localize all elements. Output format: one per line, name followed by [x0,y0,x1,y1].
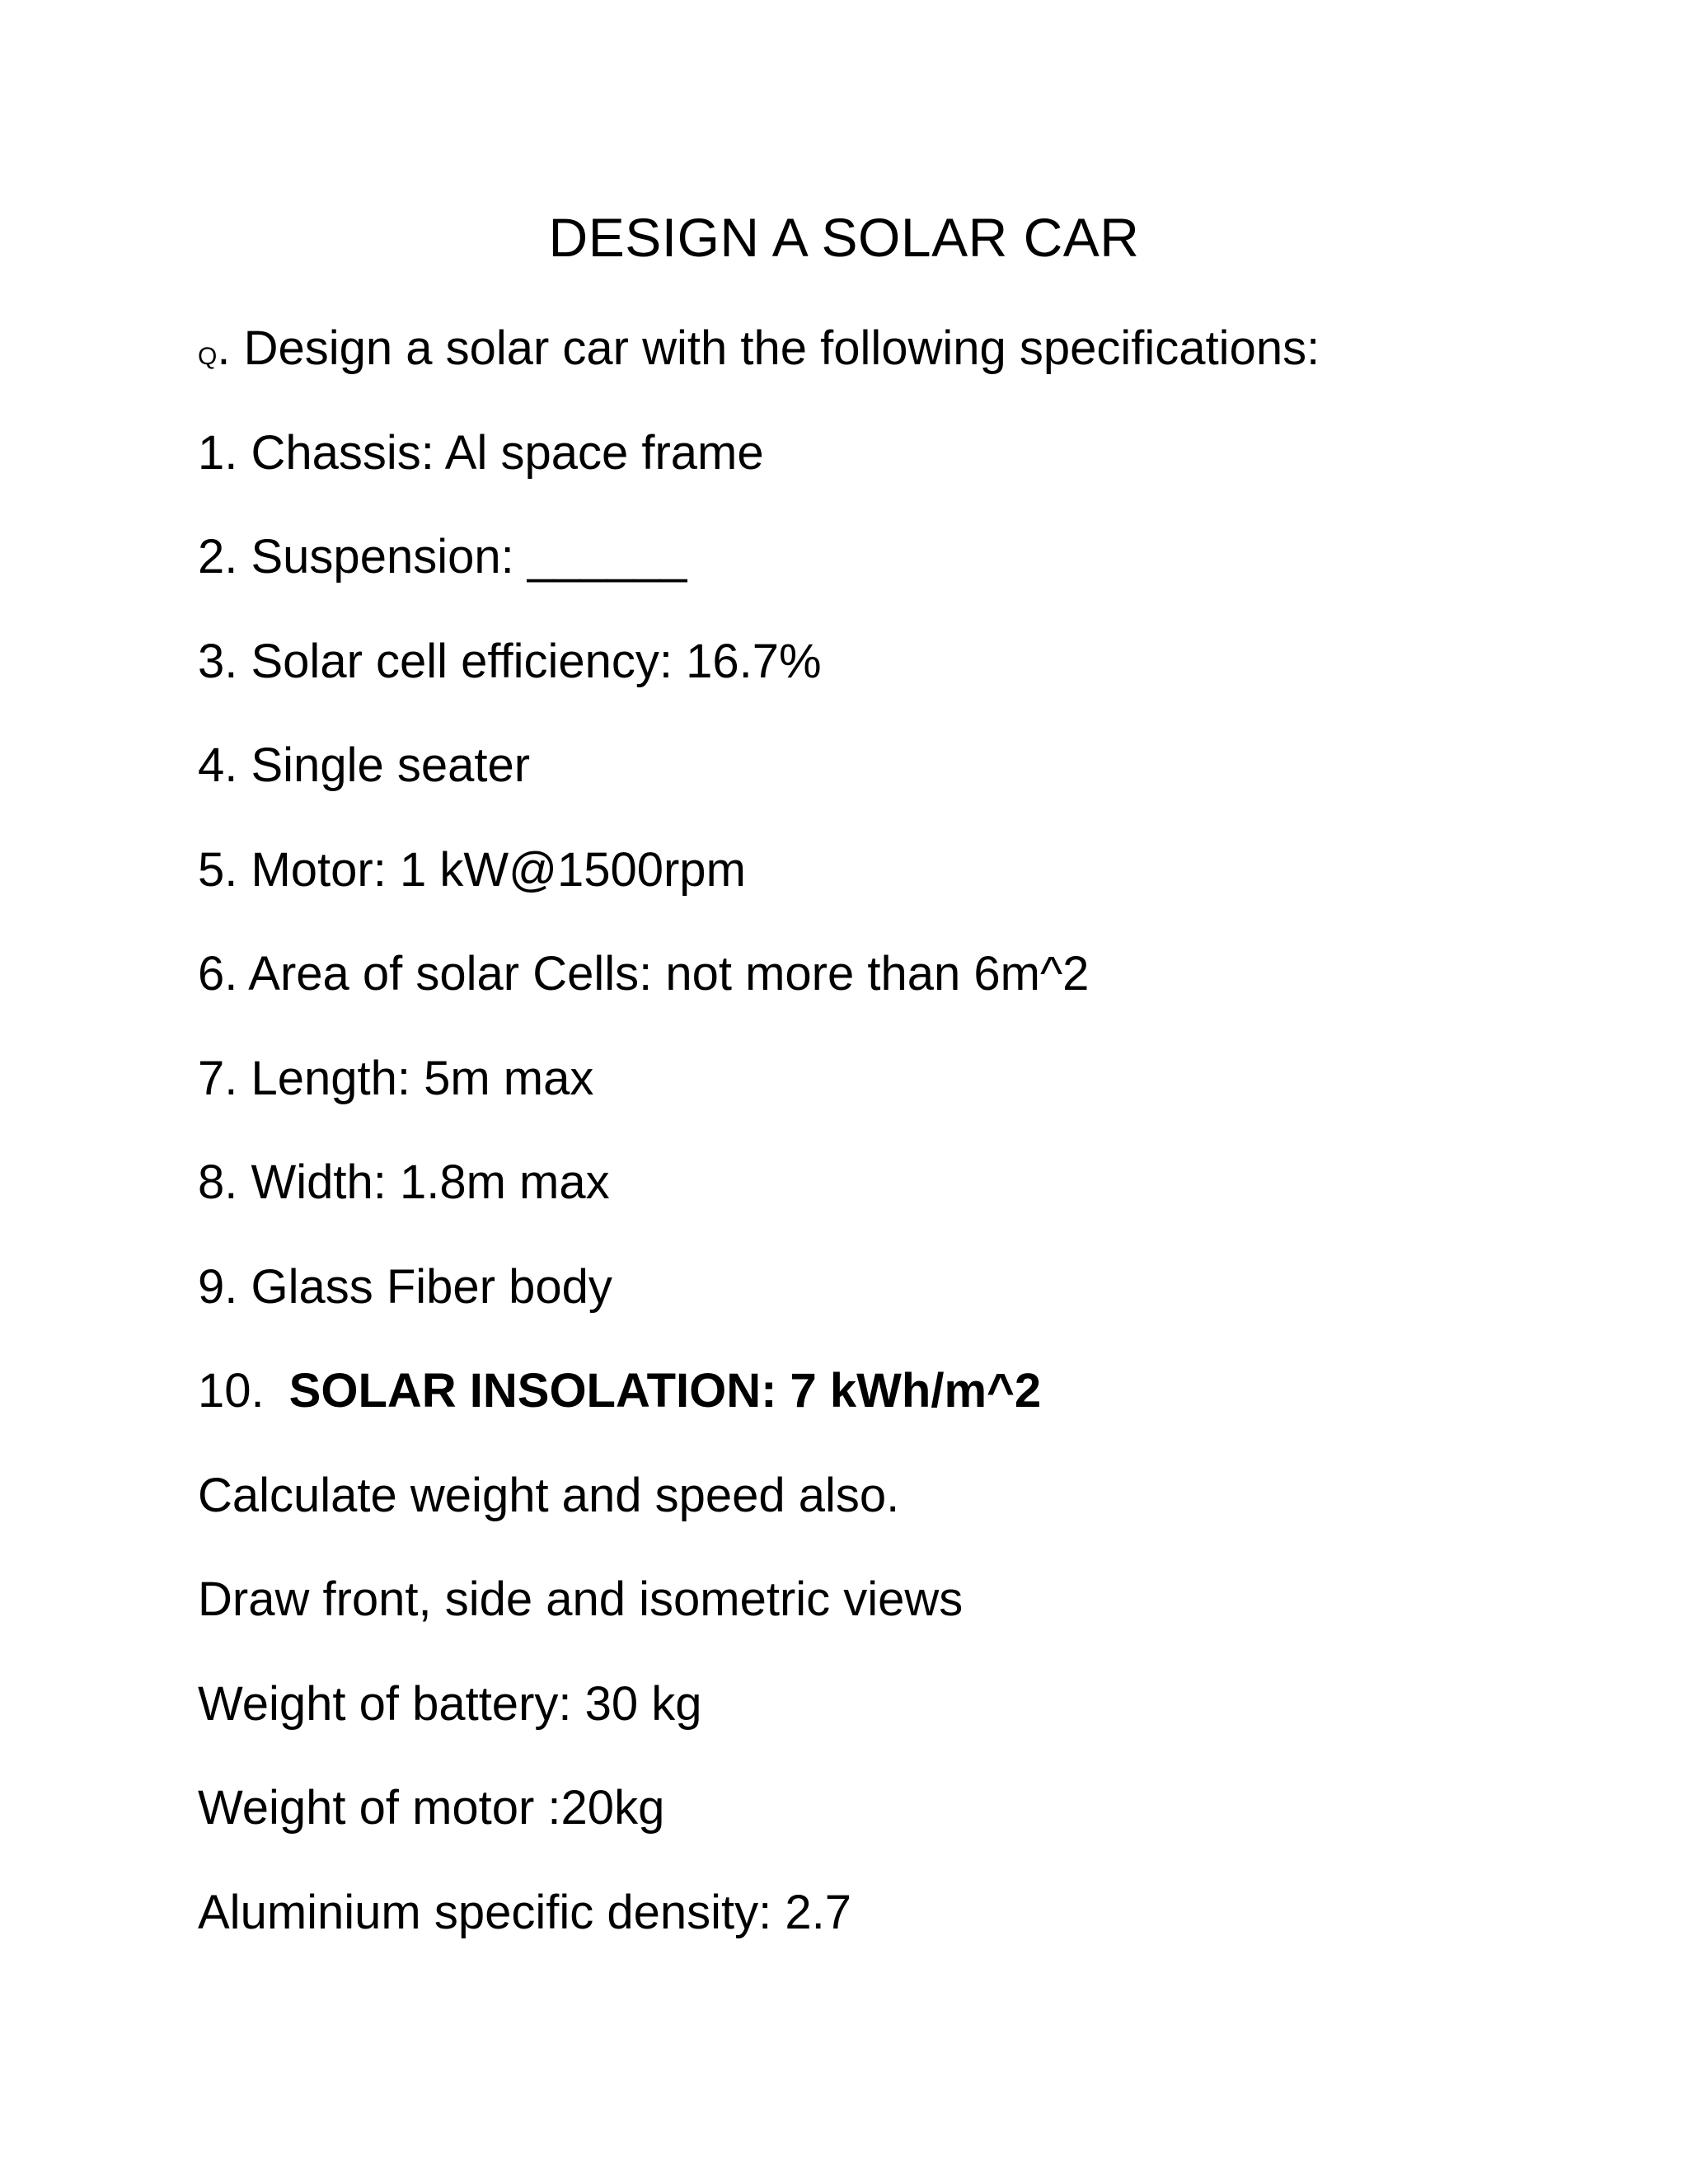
spec-text: Chassis: Al space frame [237,426,764,480]
spec-text: Glass Fiber body [237,1260,612,1314]
spec-number: 2. [198,530,238,583]
spec-text: Suspension: ______ [237,530,687,583]
note-motor-weight: Weight of motor :20kg [198,1781,665,1835]
spec-number: 1. [198,426,238,480]
spec-text: Width: 1.8m max [237,1155,610,1209]
note-battery-weight: Weight of battery: 30 kg [198,1677,702,1731]
spec-item-chassis [198,424,764,482]
spec-number: 4. [198,738,238,792]
document-title: DESIGN A SOLAR CAR [548,207,1140,268]
spec-number: 9. [198,1260,238,1314]
spec-item-width [198,1154,610,1212]
question-line [198,320,1320,386]
note-draw-views: Draw front, side and isometric views [198,1572,964,1626]
spec-item-length [198,1050,593,1108]
question-prefix: Q [198,343,218,370]
spec-number: 6. [198,947,238,1001]
spec-text: Solar cell efficiency: 16.7% [237,635,822,688]
spec-number: 5. [198,843,238,897]
spec-text: Single seater [237,738,531,792]
spec-number: 7. [198,1052,238,1105]
spec-item-motor [198,841,746,899]
spec-item-solar-cell-area [198,945,1089,1003]
question-text: . Design a solar car with the following specifications: [217,321,1320,375]
spec-number: 8. [198,1155,238,1209]
spec-item-solar-cell-efficiency [198,633,822,691]
note-calculate: Calculate weight and speed also. [198,1469,900,1522]
spec-number: 3. [198,635,238,688]
spec-text: Length: 5m max [237,1052,594,1105]
spec-item-seating [198,737,530,794]
spec-item-body [198,1258,612,1316]
spec-item-suspension [198,528,687,586]
spec-number: 10. [198,1364,265,1418]
note-aluminium-density: Aluminium specific density: 2.7 [198,1886,851,1939]
spec-text: Motor: 1 kW@1500rpm [237,843,746,897]
spec-text: Area of solar Cells: not more than 6m^2 [237,947,1090,1001]
spec-text-bold: SOLAR INSOLATION: 7 kWh/m^2 [288,1364,1042,1418]
spec-item-solar-insolation [198,1362,1041,1420]
